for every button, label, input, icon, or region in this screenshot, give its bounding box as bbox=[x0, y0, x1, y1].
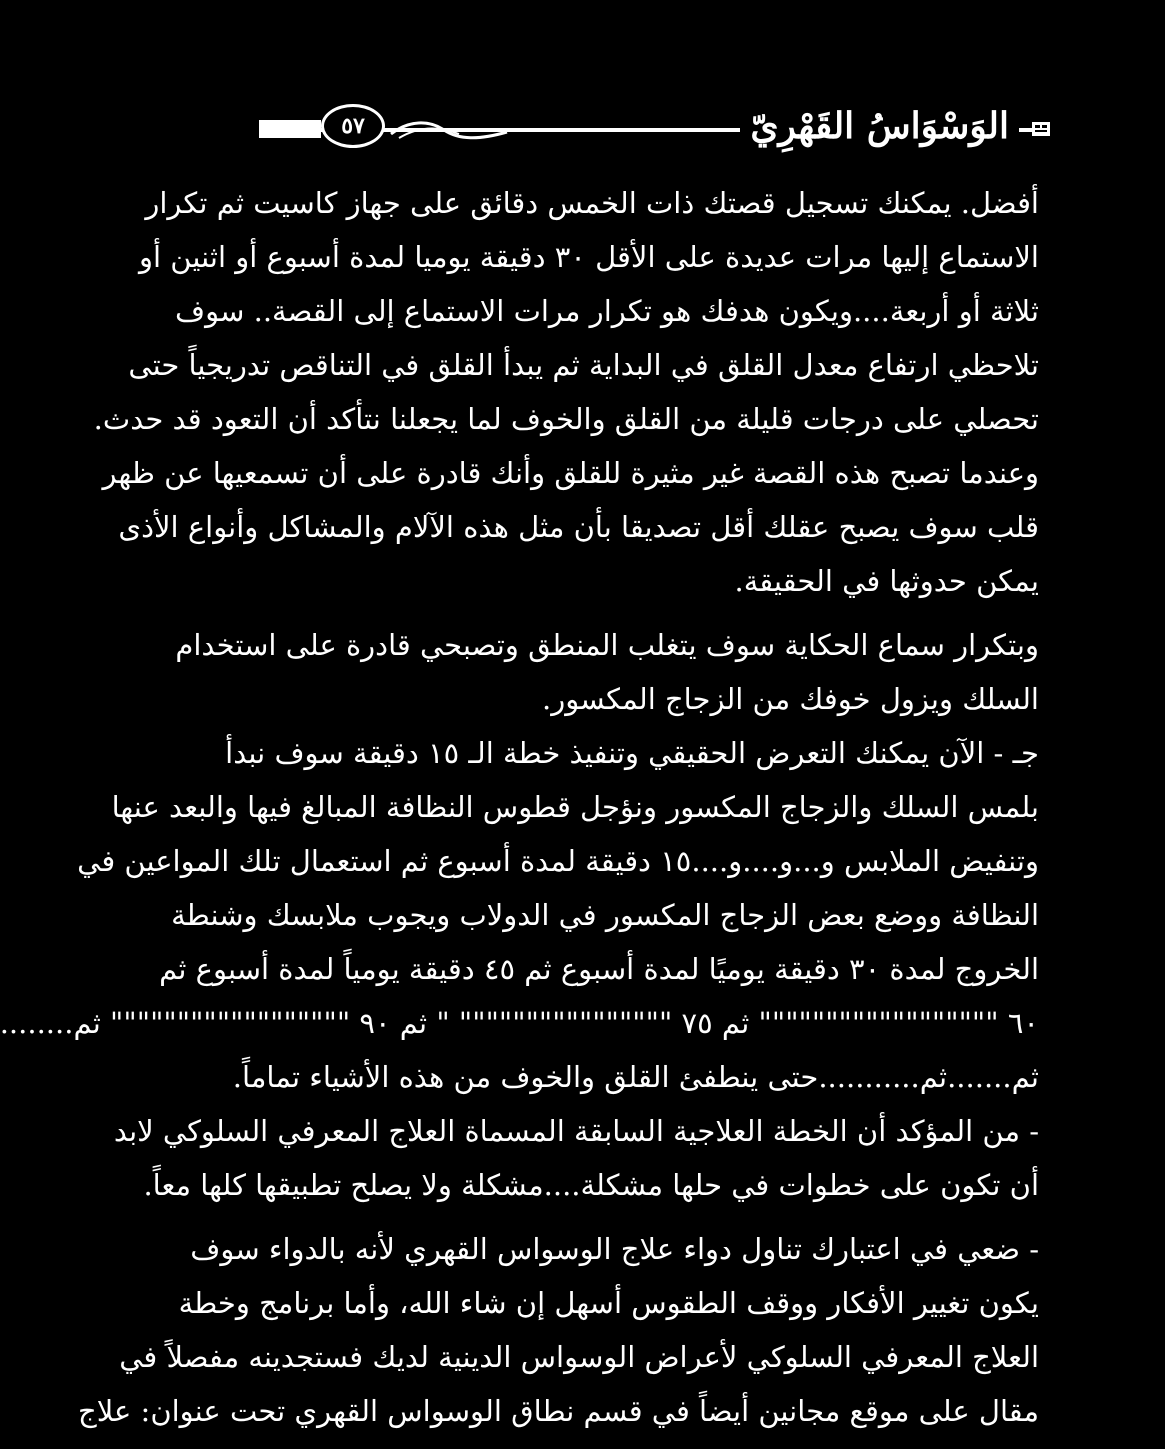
text-line: أفضل. يمكنك تسجيل قصتك ذات الخمس دقائق على جهاز كاسيت ثم تكرار bbox=[145, 186, 1039, 220]
text-line: قلب سوف يصبح عقلك أقل تصديقا بأن مثل هذه الآلام والمشاكل وأنواع الأذى bbox=[118, 510, 1039, 544]
text-line: الاستماع إليها مرات عديدة على الأقل ٣٠ دقيقة يوميا لمدة أسبوع أو اثنين أو bbox=[139, 240, 1039, 274]
text-line: - من المؤكد أن الخطة العلاجية السابقة المسماة العلاج المعرفي السلوكي لابد bbox=[113, 1114, 1039, 1148]
text-line: بلمس السلك والزجاج المكسور ونؤجل قطوس النظافة المبالغ فيها والبعد عنها bbox=[111, 790, 1039, 824]
text-line: الخروج لمدة ٣٠ دقيقة يوميًا لمدة أسبوع ثم ٤٥ دقيقة يومياً لمدة أسبوع ثم bbox=[159, 952, 1039, 986]
book-icon bbox=[1031, 120, 1051, 138]
text-line: تلاحظي ارتفاع معدل القلق في البداية ثم يبدأ القلق في التناقص تدريجياً حتى bbox=[128, 348, 1039, 382]
text-line: وعندما تصبح هذه القصة غير مثيرة للقلق وأنك قادرة على أن تسمعيها عن ظهر bbox=[102, 456, 1039, 490]
text-line: العلاج المعرفي السلوكي لأعراض الوسواس الدينية لديك فستجدينه مفصلاً في bbox=[119, 1340, 1039, 1374]
text-line: يمكن حدوثها في الحقيقة. bbox=[734, 564, 1039, 598]
text-line: وتنفيض الملابس و...و....و....١٥ دقيقة لمدة أسبوع ثم استعمال تلك المواعين في bbox=[77, 844, 1039, 878]
running-header bbox=[259, 98, 1049, 158]
paragraph-4 bbox=[0, 726, 1039, 1104]
paragraph-2 bbox=[102, 446, 1039, 608]
header-flourish bbox=[389, 112, 509, 146]
text-line: يكون تغيير الأفكار ووقف الطقوس أسهل إن شاء الله، وأما برنامج وخطة bbox=[178, 1286, 1039, 1320]
paragraph-5 bbox=[113, 1104, 1039, 1212]
text-line: ثلاثة أو أربعة....ويكون هدفك هو تكرار مرات الاستماع إلى القصة.. سوف bbox=[175, 294, 1039, 328]
header-ornament-bar bbox=[259, 120, 321, 138]
text-line: النظافة ووضع بعض الزجاج المكسور في الدولاب ويجوب ملابسك وشنطة bbox=[171, 898, 1039, 932]
text-line: أن تكون على خطوات في حلها مشكلة....مشكلة ولا يصلح تطبيقها كلها معاً. bbox=[143, 1168, 1039, 1202]
paragraph-3 bbox=[175, 618, 1039, 726]
text-line: السلك ويزول خوفك من الزجاج المكسور. bbox=[542, 682, 1039, 716]
text-line: ٦٠ """""""""""""""""" ثم ٧٥ """""""""""""""" " ثم ٩٠ """""""""""""""""" ثم........ bbox=[0, 1006, 1039, 1040]
page-body bbox=[0, 176, 1039, 1438]
text-line: جـ - الآن يمكنك التعرض الحقيقي وتنفيذ خطة الـ ١٥ دقيقة سوف نبدأ bbox=[225, 736, 1039, 770]
text-line: - ضعي في اعتبارك تناول دواء علاج الوسواس القهري لأنه بالدواء سوف bbox=[190, 1232, 1039, 1266]
text-line: وبتكرار سماع الحكاية سوف يتغلب المنطق وتصبحي قادرة على استخدام bbox=[175, 628, 1039, 662]
text-line: تحصلي على درجات قليلة من القلق والخوف لما يجعلنا نتأكد أن التعود قد حدث. bbox=[93, 402, 1039, 436]
book-title: الوَسْوَاسُ القَهْرِيّ bbox=[740, 98, 1019, 154]
text-line: مقال على موقع مجانين أيضاً في قسم نطاق الوسواس القهري تحت عنوان: علاج bbox=[78, 1394, 1039, 1428]
text-line: ثم.......ثم...........حتى ينطفئ القلق والخوف من هذه الأشياء تماماً. bbox=[232, 1060, 1039, 1094]
page-number: ٥٧ bbox=[321, 104, 385, 148]
paragraph-6 bbox=[78, 1222, 1039, 1438]
paragraph-1 bbox=[93, 176, 1039, 446]
